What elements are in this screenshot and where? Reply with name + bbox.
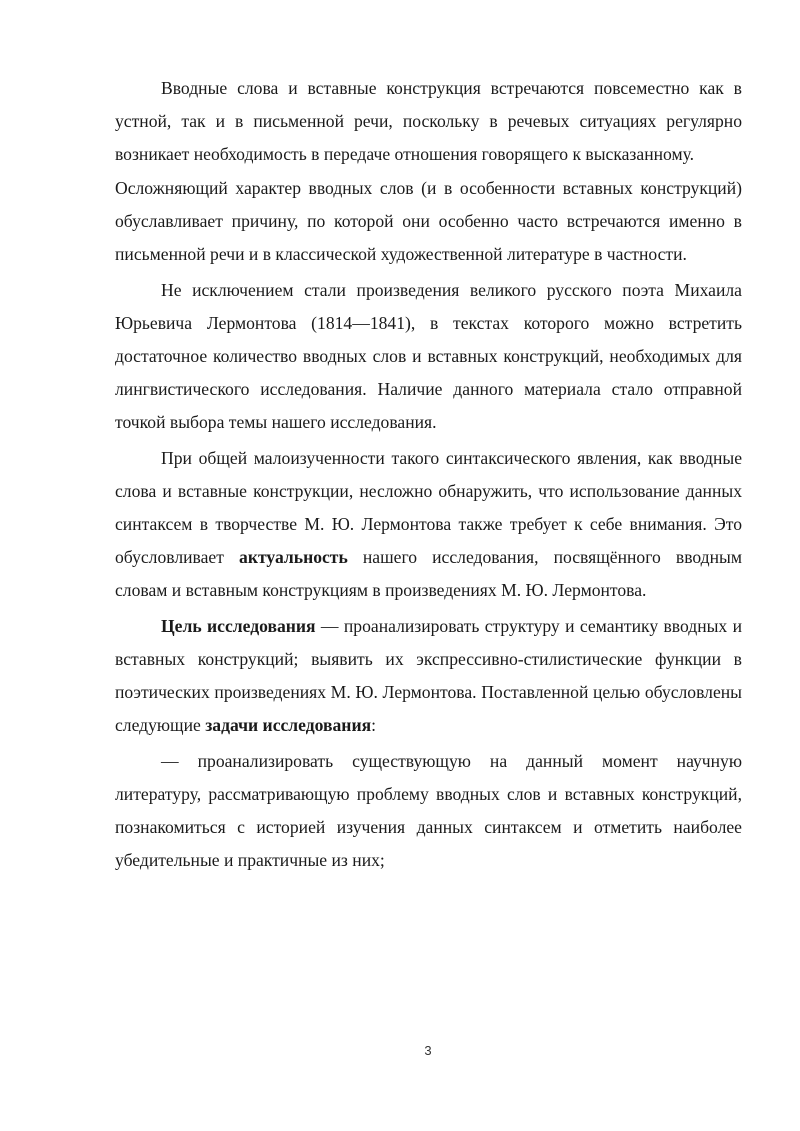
page-number: 3 [424,1043,432,1058]
paragraph-task-one: — проанализировать существующую на данный момент научную литературу, рассматривающую проблему вводных слов и вставных конструкций, познакомиться с историей изучения данных синтаксем и отметить наиболее убедительные и практичные из них; [115,751,742,870]
relevance-text-end: нашего исследования, посвящённого вводным словам и вставным конструкциям в произведениях М. Ю. Лермонтова. [115,547,743,600]
relevance-term: актуальность [239,547,348,567]
page-content [115,72,742,878]
paragraph-complicating-character: Осложняющий характер вводных слов (и в особенности вставных конструкций) обуславливает причину, по которой они особенно часто встречаются именно в письменной речи и в классической художественной литературе в частности. [115,178,742,264]
paragraph-relevance [115,442,742,607]
research-goal-term: Цель исследования [161,616,316,636]
relevance-text-start: При общей малоизученности такого синтаксического явления, как вводные слова и вставные конструкции, несложно обнаружить, что использование данных синтаксем в творчестве М. Ю. Лермонтова также требует к себе внимания. Это обусловливает [115,448,742,567]
research-tasks-term: задачи исследования [205,715,372,735]
research-goal-colon: : [371,715,376,735]
research-goal-text: — проанализировать структуру и семантику вводных и вставных конструкций; выявить их экспрессивно-стилистические функции в поэтических произведениях М. Ю. Лермонтова. Поставленной целью обусловлены следующие [115,616,742,735]
paragraph-introduction: Вводные слова и вставные конструкция встречаются повсеместно как в устной, так и в письменной речи, поскольку в речевых ситуациях регулярно возникает необходимость в передаче отношения говорящего к высказанному. [115,78,742,164]
paragraph-lermontov-works: Не исключением стали произведения великого русского поэта Михаила Юрьевича Лермонтова (1814—1841), в текстах которого можно встретить достаточное количество вводных слов и вставных конструкций, необходимых для лингвистического исследования. Наличие данного материала стало отправной точкой выбора темы нашего исследования. [115,280,742,432]
paragraph-research-goal [115,610,742,742]
